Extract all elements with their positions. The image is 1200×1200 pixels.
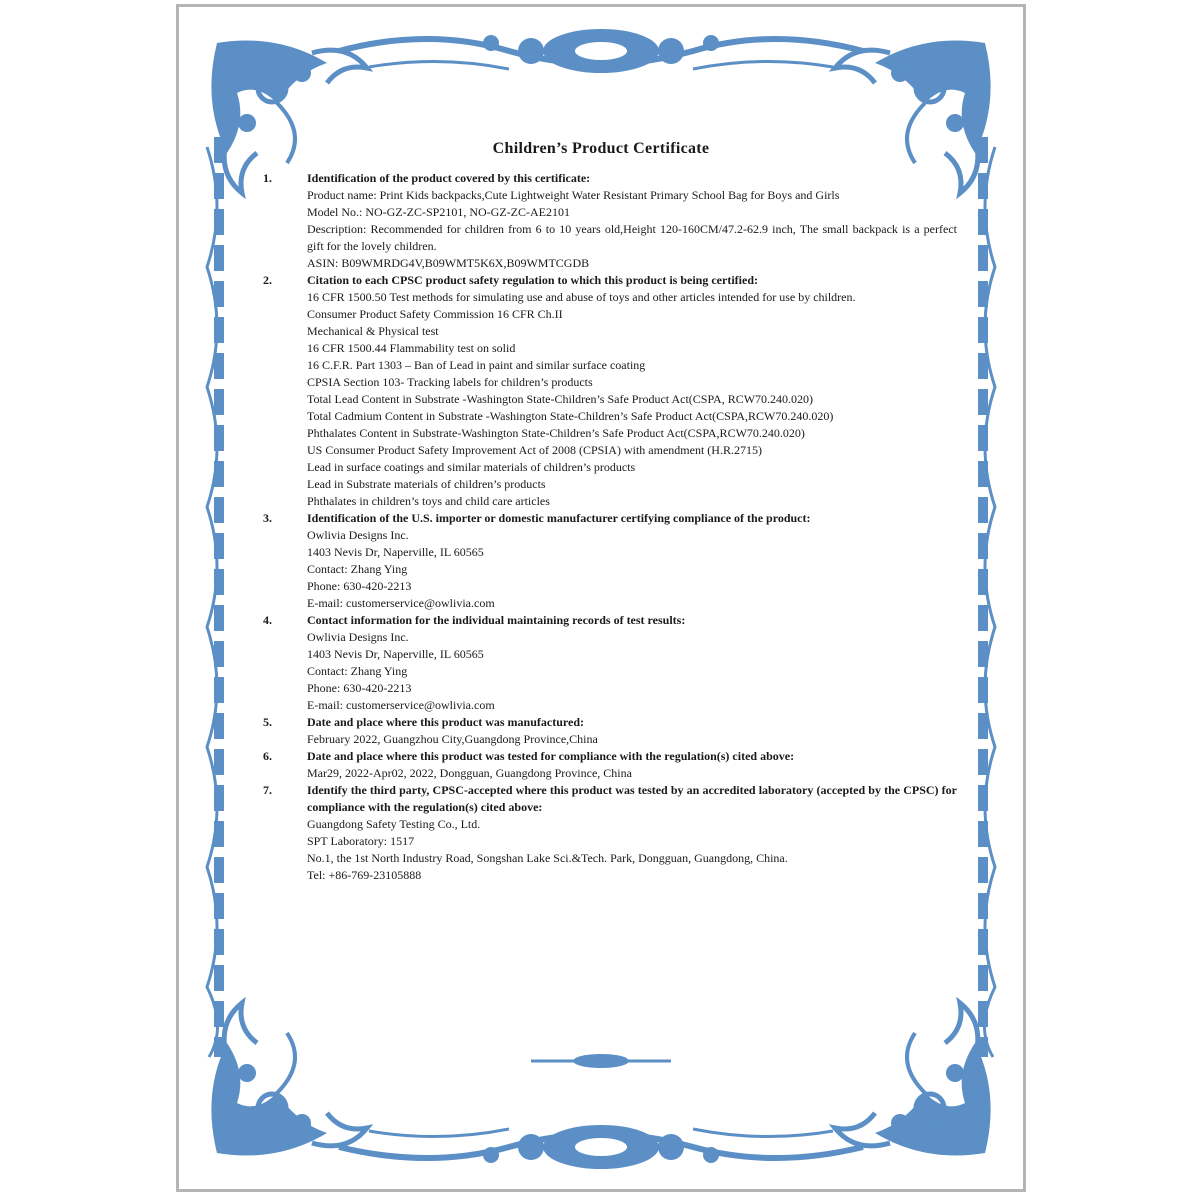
section-line: Lead in surface coatings and similar materials of children’s products xyxy=(307,460,636,474)
section-line: Product name: Print Kids backpacks,Cute Lightweight Water Resistant Primary School Bag for Boys and Girls xyxy=(307,188,840,202)
section-line: Phthalates Content in Substrate-Washington State-Children’s Safe Product Act(CSPA,RCW70.240.020) xyxy=(307,426,805,440)
section-regulation-citations xyxy=(263,272,957,510)
section-line: Lead in Substrate materials of children’s products xyxy=(307,477,546,491)
section-line: 1403 Nevis Dr, Naperville, IL 60565 xyxy=(307,647,484,661)
section-heading: Date and place where this product was manufactured: xyxy=(307,715,585,729)
section-heading: Contact information for the individual maintaining records of test results: xyxy=(307,613,686,627)
section-line: Owlivia Designs Inc. xyxy=(307,528,409,542)
section-line: 16 CFR 1500.50 Test methods for simulating use and abuse of toys and other articles intended for use by children. xyxy=(307,290,856,304)
section-importer-identification xyxy=(263,510,957,612)
section-line: Phthalates in children’s toys and child care articles xyxy=(307,494,550,508)
section-line: ASIN: B09WMRDG4V,B09WMT5K6X,B09WMTCGDB xyxy=(307,256,590,270)
section-line: Guangdong Safety Testing Co., Ltd. xyxy=(307,817,481,831)
section-line: E-mail: customerservice@owlivia.com xyxy=(307,698,495,712)
section-line: Model No.: NO-GZ-ZC-SP2101, NO-GZ-ZC-AE2101 xyxy=(307,205,570,219)
section-line: US Consumer Product Safety Improvement Act of 2008 (CPSIA) with amendment (H.R.2715) xyxy=(307,443,762,457)
certificate-sections xyxy=(263,170,957,884)
section-line: February 2022, Guangzhou City,Guangdong Province,China xyxy=(307,732,598,746)
section-line: Mechanical & Physical test xyxy=(307,324,439,338)
section-number: 4. xyxy=(263,613,272,627)
section-records-contact xyxy=(263,612,957,714)
section-line: 16 C.F.R. Part 1303 – Ban of Lead in paint and similar surface coating xyxy=(307,358,646,372)
section-line: Consumer Product Safety Commission 16 CFR Ch.II xyxy=(307,307,563,321)
section-line: Total Cadmium Content in Substrate -Washington State-Children’s Safe Product Act(CSPA,RCW70.240.020) xyxy=(307,409,834,423)
section-number: 6. xyxy=(263,749,272,763)
certificate-title: Children’s Product Certificate xyxy=(492,140,710,157)
section-test-date-place xyxy=(263,748,957,782)
section-line: Total Lead Content in Substrate -Washington State-Children’s Safe Product Act(CSPA, RCW70.240.020) xyxy=(307,392,814,406)
section-number: 5. xyxy=(263,715,272,729)
section-line: Mar29, 2022-Apr02, 2022, Dongguan, Guangdong Province, China xyxy=(307,766,632,780)
section-line: 1403 Nevis Dr, Naperville, IL 60565 xyxy=(307,545,484,559)
section-line: SPT Laboratory: 1517 xyxy=(307,834,415,848)
section-line: Contact: Zhang Ying xyxy=(307,562,408,576)
section-line: CPSIA Section 103- Tracking labels for children’s products xyxy=(307,375,593,389)
section-heading: Identification of the product covered by this certificate: xyxy=(307,171,591,185)
section-number: 7. xyxy=(263,783,272,797)
section-line: Description: Recommended for children from 6 to 10 years old,Height 120-160CM/47.2-62.9 inch, The small backpack is a perfect gift for the lovely children. xyxy=(307,222,957,253)
section-manufacture-date-place xyxy=(263,714,957,748)
section-line: Contact: Zhang Ying xyxy=(307,664,408,678)
section-product-identification xyxy=(263,170,957,272)
section-line: E-mail: customerservice@owlivia.com xyxy=(307,596,495,610)
section-number: 1. xyxy=(263,171,272,185)
section-number: 2. xyxy=(263,273,272,287)
section-line: Tel: +86-769-23105888 xyxy=(307,868,422,882)
section-line: Phone: 630-420-2213 xyxy=(307,579,412,593)
section-heading: Identification of the U.S. importer or domestic manufacturer certifying compliance of the product: xyxy=(307,511,811,525)
section-line: Phone: 630-420-2213 xyxy=(307,681,412,695)
section-heading: Identify the third party, CPSC-accepted where this product was tested by an accredited laboratory (accepted by the CPSC) for compliance with the regulation(s) cited above: xyxy=(307,783,957,814)
section-heading: Citation to each CPSC product safety regulation to which this product is being certified: xyxy=(307,273,758,287)
section-heading: Date and place where this product was tested for compliance with the regulation(s) cited above: xyxy=(307,749,795,763)
section-line: Owlivia Designs Inc. xyxy=(307,630,409,644)
section-line: 16 CFR 1500.44 Flammability test on solid xyxy=(307,341,516,355)
section-line: No.1, the 1st North Industry Road, Songshan Lake Sci.&Tech. Park, Dongguan, Guangdong, China. xyxy=(307,851,788,865)
section-third-party-lab xyxy=(263,782,957,884)
certificate-page xyxy=(176,4,1026,1192)
section-number: 3. xyxy=(263,511,272,525)
